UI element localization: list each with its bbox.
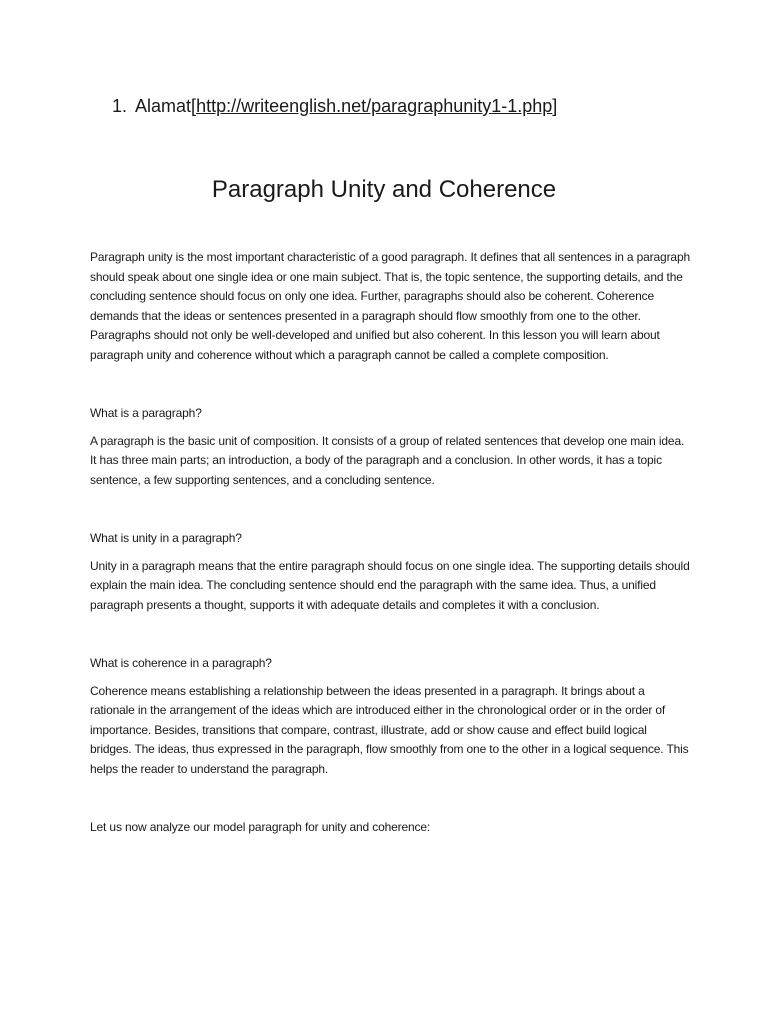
section-text-unity: Unity in a paragraph means that the entire paragraph should focus on one single idea. The supporting details should explain the main idea. The concluding sentence should end the paragraph with the same idea. Thus, a unified paragraph presents a thought, supports it with adequate details and completes it with a conclusion. (90, 558, 690, 612)
section-heading-paragraph: What is a paragraph? (90, 406, 202, 420)
reference-label: Alamat (135, 96, 192, 116)
list-number: 1. (112, 96, 128, 116)
closing-line: Let us now analyze our model paragraph for unity and coherence: (90, 820, 431, 834)
section-heading-coherence: What is coherence in a paragraph? (90, 656, 272, 670)
close-bracket: ] (552, 96, 558, 116)
reference-list-item (112, 93, 557, 119)
section-heading-unity: What is unity in a paragraph? (90, 531, 242, 545)
section-text-coherence: Coherence means establishing a relationship between the ideas presented in a paragraph. It brings about a rationale in the arrangement of the ideas which are introduced either in the chronological order or in the order of importance. Besides, transitions that compare, contrast, illustrate, add or show cause and effect build logical bridges. The ideas, thus expressed in the paragraph, flow smoothly from one to the other in a logical sequence. This helps the reader to understand the paragraph. (90, 683, 689, 776)
reference-link[interactable]: http://writeenglish.net/paragraphunity1-1.php (196, 96, 553, 116)
document-body (90, 248, 690, 838)
open-bracket: [ (191, 96, 197, 116)
intro-paragraph: Paragraph unity is the most important characteristic of a good paragraph. It defines that all sentences in a paragraph should speak about one single idea or one main subject. That is, the topic sentence, the supporting details, and the concluding sentence should focus on only one idea. Further, paragraphs should also be coherent. Coherence demands that the ideas or sentences presented in a paragraph should flow smoothly from one to the other. Paragraphs should not only be well-developed and unified but also coherent. In this lesson you will learn about paragraph unity and coherence without which a paragraph cannot be called a complete composition. (90, 250, 690, 362)
section-text-paragraph: A paragraph is the basic unit of composition. It consists of a group of related sentences that develop one main idea. It has three main parts; an introduction, a body of the paragraph and a conclusion. In other words, it has a topic sentence, a few supporting sentences, and a concluding sentence. (90, 433, 685, 487)
document-title: Paragraph Unity and Coherence (211, 176, 557, 203)
